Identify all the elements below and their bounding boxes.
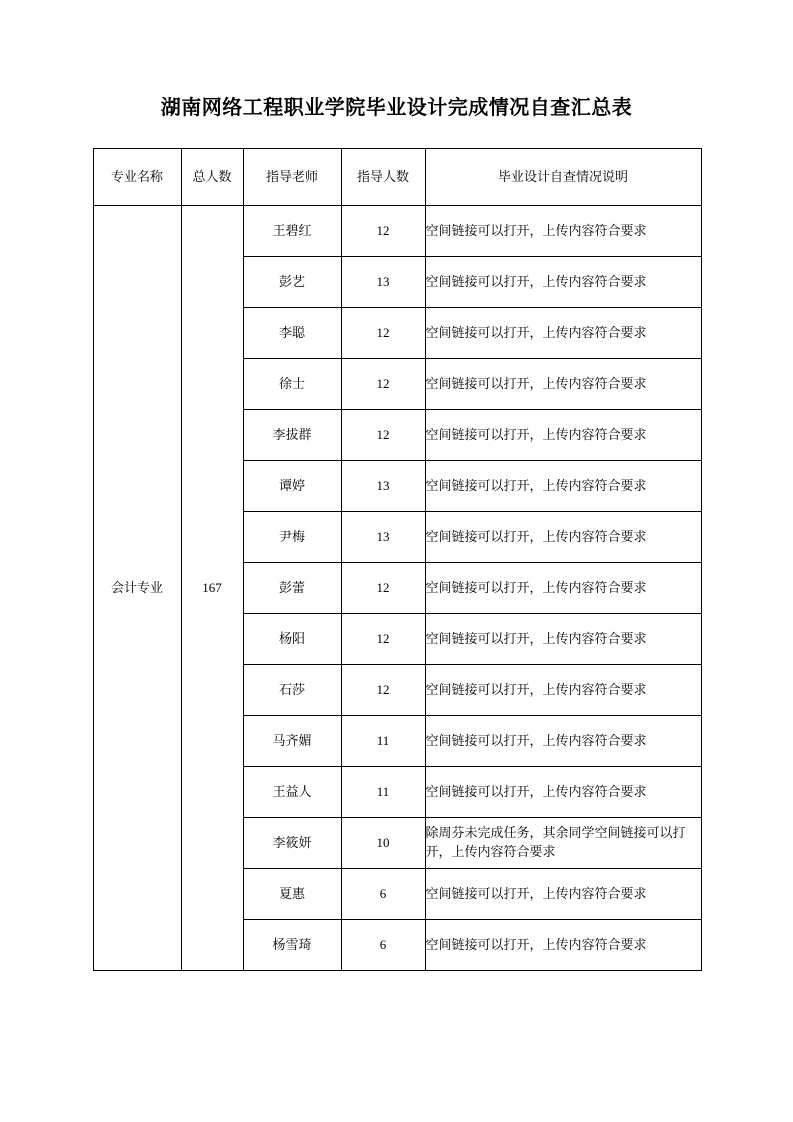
table-row xyxy=(93,206,701,257)
cell-note: 空间链接可以打开，上传内容符合要求 xyxy=(425,920,701,971)
cell-note: 空间链接可以打开，上传内容符合要求 xyxy=(425,359,701,410)
cell-teacher: 石莎 xyxy=(243,665,341,716)
cell-count: 13 xyxy=(341,461,425,512)
cell-note: 空间链接可以打开，上传内容符合要求 xyxy=(425,257,701,308)
cell-count: 13 xyxy=(341,512,425,563)
cell-note: 空间链接可以打开，上传内容符合要求 xyxy=(425,206,701,257)
cell-count: 12 xyxy=(341,206,425,257)
cell-count: 10 xyxy=(341,818,425,869)
column-header-total: 总人数 xyxy=(181,149,243,206)
cell-count: 11 xyxy=(341,767,425,818)
cell-teacher: 王碧红 xyxy=(243,206,341,257)
cell-note: 空间链接可以打开，上传内容符合要求 xyxy=(425,614,701,665)
cell-count: 13 xyxy=(341,257,425,308)
cell-count: 12 xyxy=(341,614,425,665)
cell-note: 空间链接可以打开，上传内容符合要求 xyxy=(425,869,701,920)
cell-note: 空间链接可以打开，上传内容符合要求 xyxy=(425,410,701,461)
table-body xyxy=(93,206,701,971)
cell-count: 11 xyxy=(341,716,425,767)
cell-note: 空间链接可以打开，上传内容符合要求 xyxy=(425,716,701,767)
column-header-teacher: 指导老师 xyxy=(243,149,341,206)
cell-count: 12 xyxy=(341,359,425,410)
cell-count: 6 xyxy=(341,920,425,971)
cell-note: 空间链接可以打开，上传内容符合要求 xyxy=(425,665,701,716)
cell-note: 除周芬未完成任务，其余同学空间链接可以打开，上传内容符合要求 xyxy=(425,818,701,869)
cell-count: 12 xyxy=(341,308,425,359)
cell-teacher: 徐士 xyxy=(243,359,341,410)
cell-count: 12 xyxy=(341,410,425,461)
cell-teacher: 李筱妍 xyxy=(243,818,341,869)
cell-teacher: 李聪 xyxy=(243,308,341,359)
table-header xyxy=(93,149,701,206)
cell-note: 空间链接可以打开，上传内容符合要求 xyxy=(425,563,701,614)
cell-teacher: 李拔群 xyxy=(243,410,341,461)
cell-teacher: 彭艺 xyxy=(243,257,341,308)
cell-note: 空间链接可以打开，上传内容符合要求 xyxy=(425,308,701,359)
cell-total: 167 xyxy=(181,206,243,971)
cell-teacher: 尹梅 xyxy=(243,512,341,563)
column-header-note: 毕业设计自查情况说明 xyxy=(425,149,701,206)
page-title: 湖南网络工程职业学院毕业设计完成情况自查汇总表 xyxy=(160,97,633,119)
cell-note: 空间链接可以打开，上传内容符合要求 xyxy=(425,767,701,818)
cell-teacher: 谭婷 xyxy=(243,461,341,512)
summary-table xyxy=(93,148,702,971)
summary-table-container xyxy=(93,148,701,971)
cell-teacher: 杨雪琦 xyxy=(243,920,341,971)
column-header-count: 指导人数 xyxy=(341,149,425,206)
cell-count: 6 xyxy=(341,869,425,920)
cell-teacher: 彭蕾 xyxy=(243,563,341,614)
cell-teacher: 夏惠 xyxy=(243,869,341,920)
cell-count: 12 xyxy=(341,563,425,614)
cell-note: 空间链接可以打开，上传内容符合要求 xyxy=(425,512,701,563)
cell-note: 空间链接可以打开，上传内容符合要求 xyxy=(425,461,701,512)
cell-teacher: 马齐媚 xyxy=(243,716,341,767)
cell-count: 12 xyxy=(341,665,425,716)
cell-teacher: 王益人 xyxy=(243,767,341,818)
cell-teacher: 杨阳 xyxy=(243,614,341,665)
table-header-row xyxy=(93,149,701,206)
column-header-major: 专业名称 xyxy=(93,149,181,206)
cell-major: 会计专业 xyxy=(93,206,181,971)
